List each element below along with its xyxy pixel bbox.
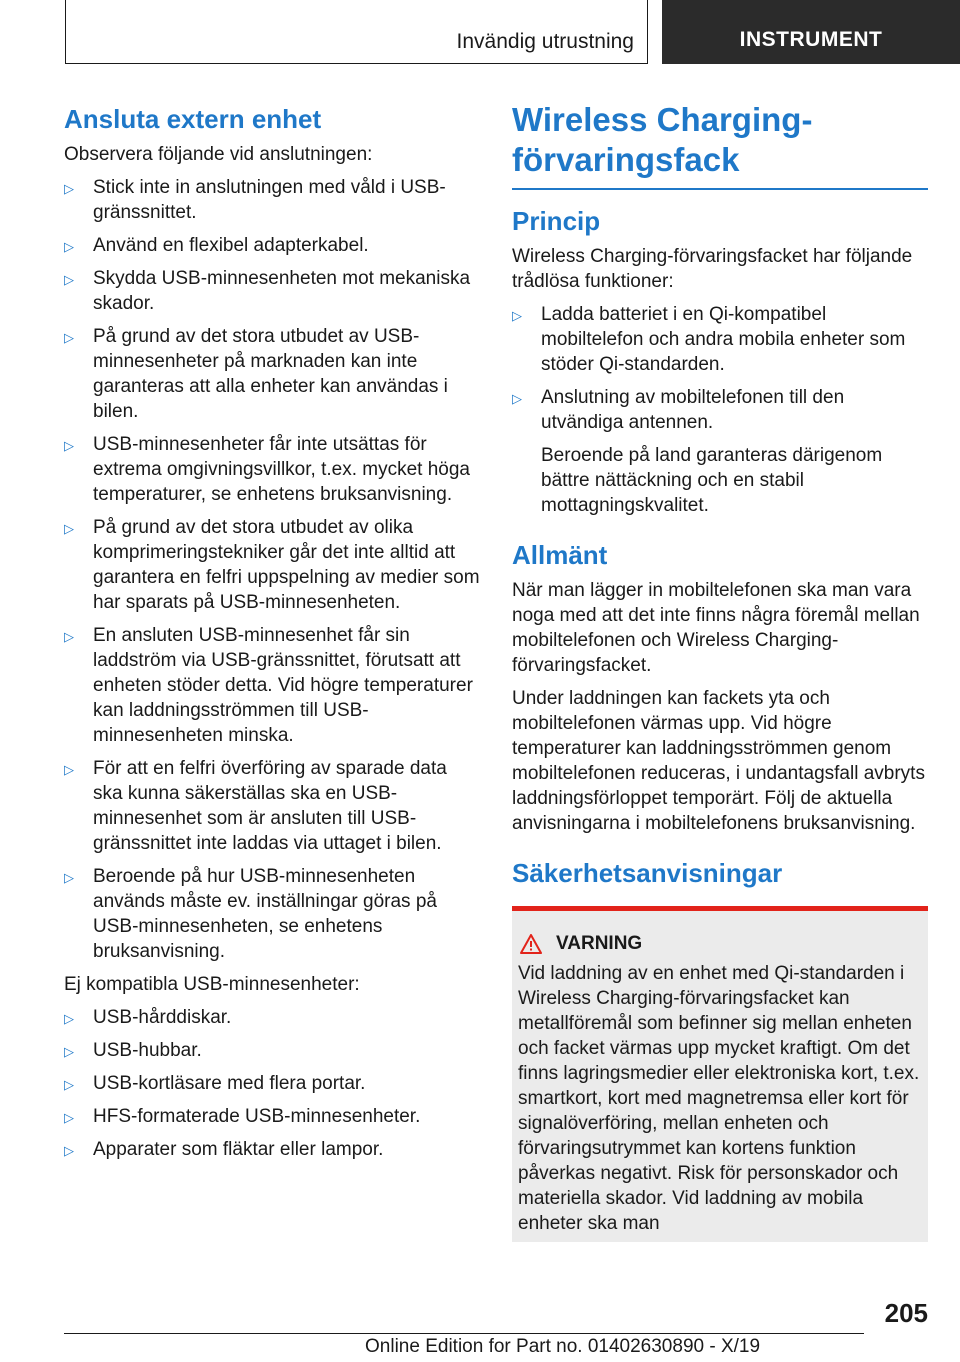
footer-edition: Online Edition for Part no. 01402630890 - X/19 xyxy=(365,1336,761,1357)
warning-label: VARNING xyxy=(556,933,643,954)
connection-list xyxy=(64,175,480,964)
warning-text: Vid laddning av en enhet med Qi-standarden i Wireless Charging-förvaringsfacket kan metallföremål som befinner sig mellan enheten och facket värmas upp mycket kraftigt. Om det finns lagringsmedier eller elektroniska kort, t.ex. smartkort, kort med magnetremsa eller kort för signalöverföring, mellan enheten och förvaringsutrymmet kan kortens funktion påverkas negativt. Risk för personskador och materiella skador. Vid laddning av mobila enheter ska man xyxy=(518,963,920,1234)
list-item: ▷ På grund av det stora utbudet av USB-minnesenheter på marknaden kan inte garanteras att alla enheter kan användas i bilen. xyxy=(64,326,448,422)
list-item: ▷ På grund av det stora utbudet av olika komprimeringstekniker går det inte alltid att garantera en felfri uppspelning av medier som har sparats på USB-minnesenheten. xyxy=(64,517,480,613)
list-item: ▷ Stick inte in anslutningen med våld i USB-gränssnittet. xyxy=(64,177,446,223)
chapter-title: Wireless Charging-förvaringsfack xyxy=(512,101,813,178)
general-paragraph-1: När man lägger in mobiltelefonen ska man vara noga med att det inte finns några föremål mellan mobiltelefonen och Wireless Charging-förvaringsfacket. xyxy=(512,580,920,676)
list-item: ▷ Ladda batteriet i en Qi-kompatibel mobiltelefon och andra mobila enheter som stöder Qi-standarden. xyxy=(512,304,906,375)
list-item: ▷ Anslutning av mobiltelefonen till den utvändiga antennen. Beroende på land garanteras därigenom bättre nättäckning och en stabil mottagningskvalitet. xyxy=(512,385,928,518)
bullet-triangle-icon: ▷ xyxy=(64,629,74,644)
bullet-triangle-icon: ▷ xyxy=(64,272,74,287)
list-item-subtext: Beroende på land garanteras därigenom bättre nättäckning och en stabil mottagningskvalitet. xyxy=(541,445,883,516)
intro-text: Observera följande vid anslutningen: xyxy=(64,144,373,165)
bullet-triangle-icon: ▷ xyxy=(64,1110,74,1125)
left-column xyxy=(64,100,480,1170)
page-number: 205 xyxy=(884,1298,928,1328)
warning-triangle-icon xyxy=(520,934,542,954)
title-divider xyxy=(512,188,928,190)
incompatible-intro: Ej kompatibla USB-minnesenheter: xyxy=(64,974,360,995)
principle-text: Wireless Charging-förvaringsfacket har följande trådlösa funktioner: xyxy=(512,246,913,292)
incompatible-list xyxy=(64,1005,480,1162)
list-item: ▷ En ansluten USB-minnesenhet får sin laddström via USB-gränssnittet, förutsatt att enheten stöder detta. Vid högre temperaturer kan laddningsströmmen till USB-minnesenheten minska. xyxy=(64,625,473,746)
header-chapter-tab: INSTRUMENT xyxy=(662,0,960,64)
bullet-triangle-icon: ▷ xyxy=(64,762,74,777)
list-item: ▷ För att en felfri överföring av sparade data ska kunna säkerställas ska en USB-minnesenhet som är ansluten till USB-gränssnittet inte laddas via uttaget i bilen. xyxy=(64,758,447,854)
bullet-triangle-icon: ▷ xyxy=(64,330,74,345)
footer-divider xyxy=(64,1333,864,1334)
bullet-triangle-icon: ▷ xyxy=(64,1011,74,1026)
general-paragraph-2: Under laddningen kan fackets yta och mobiltelefonen värmas upp. Vid högre temperaturer kan laddningsströmmen genom mobiltelefonen reduceras, i undantagsfall avbryts laddningsförloppet temporärt. Följ de aktuella anvisningarna i mobiltelefonens bruksanvisning. xyxy=(512,688,925,834)
bullet-triangle-icon: ▷ xyxy=(512,308,522,323)
header-section-title: Invändig utrustning xyxy=(456,30,634,53)
list-item: ▷ Beroende på hur USB-minnesenheten används måste ev. inställningar göras på USB-minnesenheten, se enhetens bruksanvisning. xyxy=(64,866,437,962)
bullet-triangle-icon: ▷ xyxy=(64,181,74,196)
bullet-triangle-icon: ▷ xyxy=(64,870,74,885)
bullet-triangle-icon: ▷ xyxy=(64,1077,74,1092)
bullet-triangle-icon: ▷ xyxy=(64,1044,74,1059)
bullet-triangle-icon: ▷ xyxy=(64,521,74,536)
section-heading-principle: Princip xyxy=(512,206,601,236)
bullet-triangle-icon: ▷ xyxy=(64,239,74,254)
list-item: ▷ Apparater som fläktar eller lampor. xyxy=(64,1137,480,1162)
section-heading-connect: Ansluta extern enhet xyxy=(64,104,322,134)
principle-list xyxy=(512,302,928,518)
section-heading-general: Allmänt xyxy=(512,540,608,570)
list-item: ▷ HFS-formaterade USB-minnesenheter. xyxy=(64,1104,480,1129)
warning-box xyxy=(512,906,928,1242)
list-item: ▷ Skydda USB-minnesenheten mot mekaniska skador. xyxy=(64,268,471,314)
list-item: ▷ USB-minnesenheter får inte utsättas för extrema omgivningsvillkor, t.ex. mycket höga temperaturer, se enhetens bruksanvisning. xyxy=(64,434,470,505)
bullet-triangle-icon: ▷ xyxy=(64,1143,74,1158)
warning-header xyxy=(520,933,922,955)
bullet-triangle-icon: ▷ xyxy=(512,391,522,406)
list-item: ▷ USB-kortläsare med flera portar. xyxy=(64,1071,480,1096)
bullet-triangle-icon: ▷ xyxy=(64,438,74,453)
list-item: ▷ Använd en flexibel adapterkabel. xyxy=(64,233,480,258)
list-item: ▷ USB-hårddiskar. xyxy=(64,1005,480,1030)
right-column xyxy=(512,100,928,1242)
section-heading-safety: Säkerhetsanvisningar xyxy=(512,858,783,888)
list-item: ▷ USB-hubbar. xyxy=(64,1038,480,1063)
